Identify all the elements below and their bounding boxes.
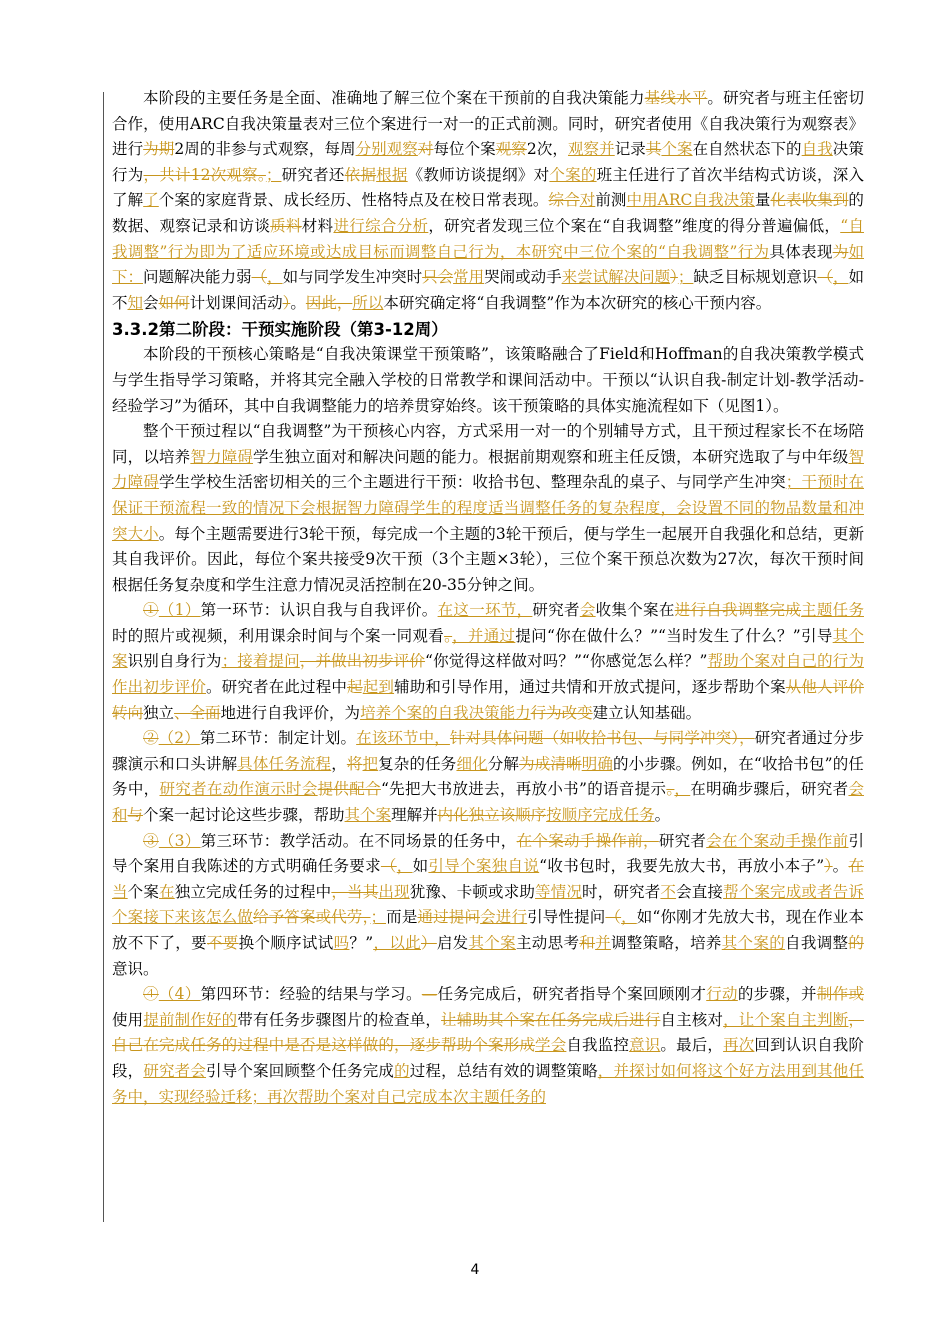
text-run: 调整策略，培养 bbox=[610, 934, 722, 952]
deleted-text: （ bbox=[817, 268, 833, 287]
text-run: 地进行自我评价，为 bbox=[220, 703, 361, 722]
inserted-text: 个案的 bbox=[549, 165, 597, 184]
inserted-text: 当 bbox=[112, 882, 128, 901]
inserted-text: 进行综合分析 bbox=[333, 216, 429, 235]
text-run: 学生学校生活密切相关的三个主题进行干预：收拾书包、整理杂乱的桌子、与同学产生冲突 bbox=[159, 473, 786, 492]
deleted-text: 为成清晰 bbox=[519, 754, 582, 773]
inserted-text: 把 bbox=[362, 754, 379, 773]
text-run: 班主任进行了首次半结构式访谈，深入了解 bbox=[112, 165, 864, 210]
deleted-text: 在 bbox=[848, 857, 864, 876]
deleted-text: 内化独立该顺序 bbox=[437, 806, 547, 825]
deleted-text: 为期 bbox=[143, 140, 175, 159]
text-run: 缺乏目标规划意识 bbox=[693, 268, 818, 287]
text-run: 记录 bbox=[614, 140, 646, 159]
text-run: 本研究确定将“自我调整”作为本次研究的核心干预内容。 bbox=[383, 293, 772, 312]
inserted-text: 按顺序完成任务 bbox=[546, 806, 655, 825]
inserted-text: ，并探讨如何将这个好方法用到其他任务中，实现经验迁移；再次帮助个案对自己完成本次主题任务的 bbox=[112, 1061, 864, 1106]
inserted-text: 并 bbox=[595, 934, 611, 952]
text-run: 引导性提问 bbox=[527, 908, 606, 927]
text-run: 收集个案在 bbox=[595, 601, 675, 620]
inserted-text: 其个案 bbox=[468, 934, 516, 952]
inserted-text: 自我 bbox=[801, 140, 833, 159]
text-run: 材料 bbox=[301, 216, 334, 235]
text-run: 理解并 bbox=[391, 806, 438, 825]
deleted-text: 其 bbox=[645, 140, 662, 159]
inserted-text: 的 bbox=[394, 1061, 410, 1080]
inserted-text: （3） bbox=[158, 831, 201, 850]
deleted-text: ） bbox=[670, 268, 678, 287]
text-run: 引导个案回顾整个任务完成 bbox=[206, 1061, 395, 1080]
inserted-text: 提前制作好的 bbox=[143, 1010, 238, 1029]
text-run: 2周的非参与式观察，每周 bbox=[174, 140, 356, 159]
text-run: 2次， bbox=[526, 140, 568, 159]
inserted-text: 如下： bbox=[112, 242, 864, 287]
text-run: 个案 bbox=[127, 882, 160, 901]
inserted-text: 起到 bbox=[362, 678, 395, 697]
text-run: 量 bbox=[754, 191, 771, 210]
text-run: ，研究者发现三位个案在“自我调整”维度的得分普遍偏低， bbox=[428, 216, 841, 235]
step-four-experience bbox=[112, 982, 864, 1110]
text-run: 研究者 bbox=[658, 831, 707, 850]
inserted-text: 对 bbox=[579, 191, 596, 210]
inserted-text: 个案 bbox=[661, 140, 693, 159]
deleted-text: 、全面 bbox=[174, 703, 221, 722]
text-run: 。研究者在此过程中 bbox=[206, 678, 348, 697]
deleted-text: 依据 bbox=[344, 165, 377, 184]
text-run: 。最后， bbox=[660, 1036, 724, 1055]
para-stage-two-strategy bbox=[112, 342, 864, 419]
text-run: 识别自身行为 bbox=[127, 652, 222, 671]
deleted-text: ，自己在完成任务的过程中是否是这样做的，逐步帮助个案形成 bbox=[112, 1010, 864, 1055]
inserted-text: 在 bbox=[159, 882, 175, 901]
inserted-text: （2） bbox=[158, 729, 200, 748]
deleted-text: ① bbox=[143, 601, 159, 620]
inserted-text: ， bbox=[396, 857, 413, 876]
inserted-text: 行动 bbox=[706, 985, 738, 1004]
inserted-text: 不 bbox=[660, 882, 677, 901]
text-run: 会 bbox=[143, 293, 159, 312]
text-run: 时的照片或视频，利用课余时间与个案一同观看 bbox=[112, 626, 445, 645]
deleted-text: （ bbox=[380, 857, 397, 876]
text-run: 第三环节：教学活动。在不同场景的任务中， bbox=[200, 831, 517, 850]
step-one-self-awareness-slot bbox=[112, 598, 864, 726]
deleted-text: ，当其 bbox=[331, 882, 379, 901]
deleted-text: 针对具体问题（如收拾书包、与同学冲突）， bbox=[449, 729, 755, 748]
deleted-text: 与 bbox=[127, 806, 144, 825]
inserted-text: 等情况 bbox=[535, 882, 583, 901]
step-two-planning bbox=[112, 726, 864, 828]
para-stage-one-task bbox=[112, 86, 864, 316]
deleted-text: 通过提问 bbox=[417, 908, 481, 927]
inserted-text: 所以 bbox=[352, 293, 384, 312]
text-run: 学生独立面对和解决问题的能力。根据前期观察和班主任反馈，本研究选取了与中年级 bbox=[253, 447, 849, 466]
text-run: 整个干预过程以“自我调整”为干预核心内容，方式采用一对一的个别辅导方式，且干预过程家长不在场陪同，以培养 bbox=[112, 422, 864, 466]
inserted-text: 具体任务流程 bbox=[237, 754, 332, 773]
para-stage-two-strategy-slot bbox=[112, 342, 864, 419]
text-run: 使用 bbox=[112, 1010, 144, 1029]
text-run: 研究者通过分步骤演示和口头讲解 bbox=[112, 729, 864, 773]
text-run: 问题解决能力弱 bbox=[143, 268, 252, 287]
inserted-text: 了 bbox=[143, 191, 159, 210]
deleted-text: 从他人评价转向 bbox=[112, 678, 864, 722]
deleted-text: ，共计12次观察。 bbox=[143, 165, 266, 184]
para-stage-one-task-slot bbox=[112, 86, 864, 316]
text-run: 本阶段的主要任务是全面、准确地了解三位个案在干预前的自我决策能力 bbox=[143, 89, 645, 107]
inserted-text: 会进行 bbox=[480, 908, 528, 927]
deleted-text: 不要 bbox=[206, 934, 239, 952]
inserted-text: 观察并 bbox=[567, 140, 615, 159]
text-run: “收书包时，我要先放大书，再放小本子” bbox=[539, 857, 825, 876]
text-run: 研究者 bbox=[532, 601, 580, 620]
text-run: 个案的家庭背景、成长经历、性格特点及在校日常表现。 bbox=[158, 191, 549, 210]
revision-change-bar bbox=[103, 92, 104, 1222]
deleted-text: 制作或 bbox=[816, 985, 864, 1004]
text-run: 辅助和引导作用，通过共情和开放式提问，逐步帮助个案 bbox=[394, 678, 786, 697]
document-body bbox=[112, 86, 864, 1110]
step-two-planning-slot bbox=[112, 726, 864, 828]
deleted-text: 提供配合 bbox=[317, 780, 381, 799]
text-run: 独立 bbox=[143, 703, 175, 722]
deleted-text: ② bbox=[143, 729, 159, 748]
deleted-text: 因此， bbox=[305, 293, 353, 312]
text-run: 复杂的任务 bbox=[378, 754, 457, 773]
text-run: ， bbox=[331, 754, 347, 773]
text-run: 自主核对 bbox=[660, 1010, 724, 1029]
deleted-text: 给予答案或代劳， bbox=[252, 908, 371, 927]
text-run: 《教师访谈提纲》对 bbox=[407, 165, 550, 184]
deleted-text: 的 bbox=[848, 934, 864, 952]
inserted-text: 分别观察 bbox=[355, 140, 418, 159]
text-run: 在自然状态下的 bbox=[692, 140, 802, 159]
inserted-text: 研究者会 bbox=[143, 1061, 207, 1080]
inserted-text: “自我调整”行为即为了适应环境或达成目标而调整自己行为，本研究中三位个案的“自我调整”行为 bbox=[112, 216, 864, 261]
inserted-text: 中用ARC自我决策 bbox=[626, 191, 755, 210]
step-four-experience-slot bbox=[112, 982, 864, 1110]
inserted-text: 根据 bbox=[376, 165, 408, 184]
text-run: 时，研究者 bbox=[582, 882, 661, 901]
inserted-text: 智力障碍 bbox=[190, 447, 254, 466]
deleted-text: 质料 bbox=[270, 216, 302, 235]
inserted-text: 研究者在动作演示时会 bbox=[159, 780, 318, 799]
inserted-text: 在这一环节， bbox=[437, 601, 533, 620]
text-run: 回到认识自我阶段， bbox=[112, 1036, 864, 1080]
deleted-text: ） bbox=[421, 934, 437, 952]
inserted-text: 引导个案独自说 bbox=[428, 857, 540, 876]
text-run: 在明确步骤后，研究者 bbox=[690, 780, 849, 799]
inserted-text: ； bbox=[370, 908, 386, 927]
inserted-text: 出现 bbox=[378, 882, 410, 901]
text-run: 本阶段的干预核心策略是“自我决策课堂干预策略”，该策略融合了Field和Hoffman的自我决策教学模式与学生指导学习策略，并将其完全融入学校的日常教学和课间活动中。干预以“认识自我-制定计划-教学活动-经验学习”为循环，其中自我调整能力的培养贯穿始终。该干预策略的具体实施流程如下（见图1）。 bbox=[112, 345, 864, 415]
text-run: 的步骤，并 bbox=[737, 985, 817, 1004]
deleted-text: 综合 bbox=[548, 191, 580, 210]
deleted-text: （ bbox=[251, 268, 268, 287]
deleted-text: （ bbox=[605, 908, 622, 927]
text-run: 而是 bbox=[386, 908, 418, 927]
inserted-text: 其个案 bbox=[112, 626, 864, 671]
para-intervention-process bbox=[112, 419, 864, 598]
deleted-text: 将 bbox=[346, 754, 363, 773]
inserted-text: （4） bbox=[158, 985, 201, 1004]
text-run: 。 bbox=[832, 857, 849, 876]
inserted-text: ；干预时在保证干预流程一致的情况下会根据智力障碍学生的程度适当调整任务的复杂程度，会设置不同的物品数量和冲突大小 bbox=[112, 473, 864, 543]
inserted-text: ， bbox=[267, 268, 283, 287]
inserted-text: 明确 bbox=[581, 754, 613, 773]
deleted-text: 为 bbox=[832, 242, 849, 261]
text-run: 分解 bbox=[487, 754, 520, 773]
text-run: 第一环节：认识自我与自我评价。 bbox=[200, 601, 438, 620]
text-run: 建立认知基础。 bbox=[592, 703, 702, 722]
text-run: 犹豫、卡顿或求助 bbox=[409, 882, 536, 901]
deleted-text: 化表收集到 bbox=[770, 191, 849, 210]
text-run: 个案一起讨论这些步骤，帮助 bbox=[143, 806, 345, 825]
text-run: 决策行为 bbox=[112, 140, 864, 184]
inserted-text: 来尝试解决问题 bbox=[561, 268, 671, 287]
inserted-text: 意识 bbox=[629, 1036, 661, 1055]
inserted-text: 会在个案动手操作前 bbox=[706, 831, 849, 850]
inserted-text: ，以此 bbox=[373, 934, 421, 952]
deleted-text: ③ bbox=[143, 831, 159, 850]
text-run: 过程，总结有效的调整策略 bbox=[409, 1061, 598, 1080]
deleted-text: 。 bbox=[666, 780, 675, 799]
deleted-text: 让辅助其个案在任务完成后进行 bbox=[441, 1010, 661, 1029]
deleted-text: 如何 bbox=[158, 293, 190, 312]
inserted-text: 智力障碍 bbox=[112, 447, 864, 492]
step-three-teaching bbox=[112, 829, 864, 983]
text-run: 启发 bbox=[436, 934, 469, 952]
inserted-text: 培养个案的自我决策能力 bbox=[360, 703, 531, 722]
section-heading-3-3-2: 3.3.2第二阶段：干预实施阶段（第3-12周） bbox=[112, 320, 448, 340]
text-run: 。每个主题需要进行3轮干预，每完成一个主题的3轮干预后，便与学生一起展开自我强化和总结，更新其自我评价。因此，每位个案共接受9次干预（3个主题×3轮），三位个案干预总次数为27次，每次干预时间根据任务复杂度和学生注意力情况灵活控制在20-35分钟之间。 bbox=[112, 524, 864, 594]
inserted-text: 常用 bbox=[453, 268, 485, 287]
deleted-text: — bbox=[421, 985, 438, 1004]
inserted-text: 其个案 bbox=[344, 806, 392, 825]
text-run: 研究者还 bbox=[281, 165, 345, 184]
inserted-text: 再次 bbox=[723, 1036, 755, 1055]
inserted-text: ； bbox=[677, 268, 694, 287]
text-run: “先把大书放进去，再放小书”的语音提示 bbox=[380, 780, 667, 799]
text-run: 会直接 bbox=[676, 882, 724, 901]
deleted-text: ） bbox=[282, 293, 291, 312]
text-run: 的小步骤。例如，在“收拾书包”的任务中， bbox=[112, 754, 864, 799]
text-run: 计划课间活动 bbox=[189, 293, 283, 312]
inserted-text: 帮个案完成或者告诉个案接下来该怎么做 bbox=[112, 882, 864, 927]
deleted-text: 进行自我调整完成 bbox=[674, 601, 802, 620]
text-run: 引导个案用自我陈述的方式明确任务要求 bbox=[112, 831, 864, 876]
inserted-text: ， bbox=[674, 780, 691, 799]
inserted-text: 会 bbox=[579, 601, 596, 620]
inserted-text: 其个案的 bbox=[721, 934, 786, 952]
deleted-text: 对 bbox=[417, 140, 434, 159]
inserted-text: ， bbox=[832, 268, 849, 287]
text-run: 换个顺序试试 bbox=[238, 934, 334, 952]
inserted-text: ，让个案自主判断 bbox=[723, 1010, 849, 1029]
text-run: 主动思考 bbox=[515, 934, 580, 952]
inserted-text: 细化 bbox=[456, 754, 488, 773]
deleted-text: 行为改变 bbox=[530, 703, 593, 722]
inserted-text: 知 bbox=[127, 293, 144, 312]
deleted-text: 在个案动手操作前， bbox=[516, 831, 659, 850]
text-run: 哭闹或动手 bbox=[484, 268, 562, 287]
text-run: 每位个案 bbox=[433, 140, 496, 159]
text-run: 提问“你在做什么？”“当时发生了什么？”引导 bbox=[515, 626, 833, 645]
text-run: 如不 bbox=[112, 268, 864, 312]
text-run: 第四环节：经验的结果与学习。 bbox=[200, 985, 422, 1004]
deleted-text: ，并做出初步评价 bbox=[299, 652, 426, 671]
text-run: 如“你刚才先放大书，现在作业本放不下了，要 bbox=[112, 908, 864, 952]
text-run: 带有任务步骤图片的检查单， bbox=[237, 1010, 442, 1029]
text-run: 前测 bbox=[595, 191, 627, 210]
text-run: 。 bbox=[654, 806, 671, 825]
text-run: 任务完成后，研究者指导个案回顾刚才 bbox=[437, 985, 707, 1004]
text-run: 。研究者与班主任密切合作，使用ARC自我决策量表对三位个案进行一对一的正式前测。同时，研究者使用《自我决策行为观察表》进行 bbox=[112, 89, 864, 159]
deleted-text: 起 bbox=[347, 678, 363, 697]
inserted-text: ；接着提问 bbox=[221, 652, 300, 671]
inserted-text: 在该环节中， bbox=[356, 729, 450, 748]
inserted-text: ； bbox=[265, 165, 282, 184]
deleted-text: ④ bbox=[143, 985, 159, 1004]
text-run: 第二环节：制定计划。 bbox=[199, 729, 357, 748]
deleted-text: 。 bbox=[444, 626, 453, 645]
text-run: 自我监控 bbox=[566, 1036, 630, 1055]
text-run: 如与同学发生冲突时 bbox=[282, 268, 423, 287]
inserted-text: ，并通过 bbox=[452, 626, 516, 645]
inserted-text: 吗 bbox=[333, 934, 350, 952]
text-run: 如 bbox=[412, 857, 429, 876]
text-run: 。 bbox=[290, 293, 306, 312]
step-one-self-awareness bbox=[112, 598, 864, 726]
text-run: 具体表现 bbox=[769, 242, 833, 261]
text-run: “你觉得这样做对吗？”“你感觉怎么样？” bbox=[425, 652, 708, 671]
deleted-text: 观察 bbox=[495, 140, 527, 159]
text-run: 的数据、观察记录和访谈 bbox=[112, 191, 864, 235]
text-run: 意识。 bbox=[112, 959, 159, 978]
inserted-text: ， bbox=[621, 908, 637, 927]
step-three-teaching-slot bbox=[112, 829, 864, 983]
text-run: 自我调整 bbox=[785, 934, 849, 952]
deleted-text: ） bbox=[824, 857, 833, 876]
para-intervention-process-slot bbox=[112, 419, 864, 598]
inserted-text: 主题任务 bbox=[801, 601, 864, 620]
inserted-text: 会和 bbox=[112, 780, 864, 825]
deleted-text: 只会 bbox=[422, 268, 454, 287]
text-run: 独立完成任务的过程中 bbox=[174, 882, 332, 901]
text-run: ？” bbox=[349, 934, 374, 952]
inserted-text: 学会 bbox=[535, 1036, 567, 1055]
page-number: 4 bbox=[470, 1262, 480, 1278]
inserted-text: （1） bbox=[158, 601, 201, 620]
deleted-text: 和 bbox=[579, 934, 596, 952]
deleted-text: 基线水平 bbox=[644, 89, 708, 107]
inserted-text: 帮助个案对自己的行为作出初步评价 bbox=[112, 652, 864, 697]
